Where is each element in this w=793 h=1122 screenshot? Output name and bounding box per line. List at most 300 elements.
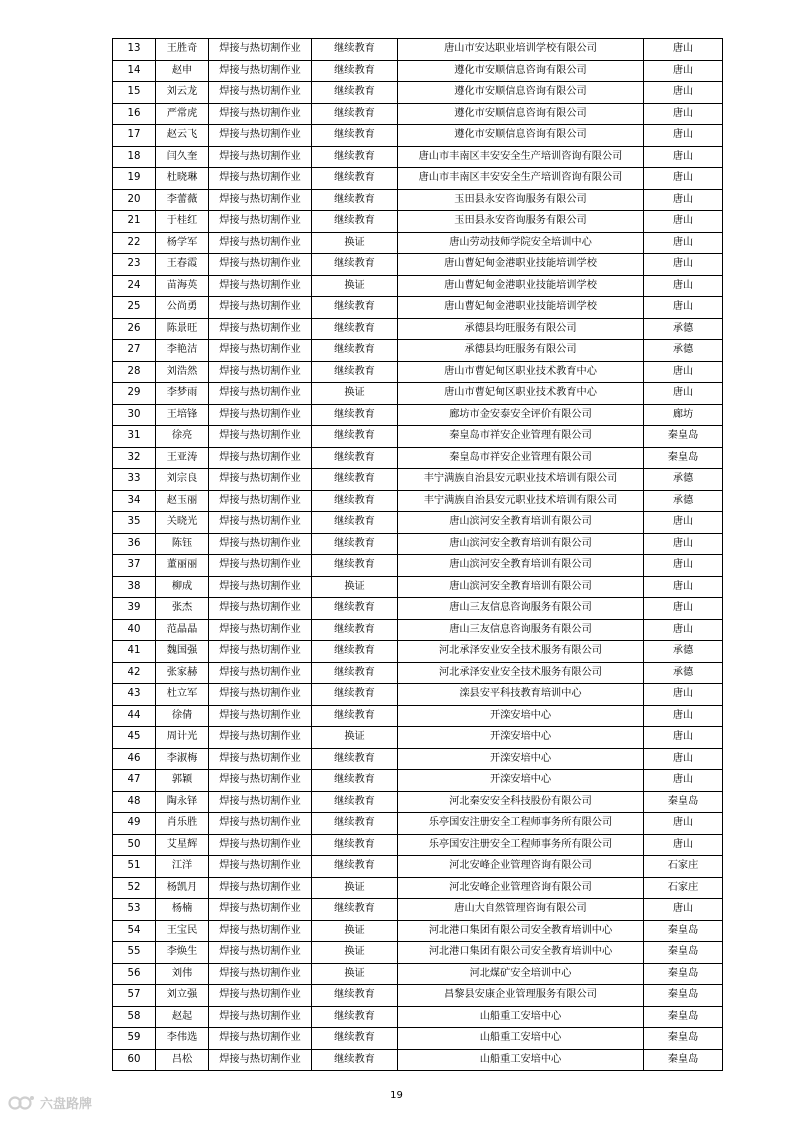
cell-city: 唐山 (644, 189, 723, 211)
table-row (113, 340, 723, 362)
table-row (113, 318, 723, 340)
cell-serial-number: 25 (113, 297, 156, 319)
table-row (113, 576, 723, 598)
cell-serial-number: 26 (113, 318, 156, 340)
table-row (113, 705, 723, 727)
cell-person-name: 王春霞 (156, 254, 209, 276)
cell-city: 唐山 (644, 211, 723, 233)
cell-city: 秦皇岛 (644, 426, 723, 448)
cell-person-name: 李梦雨 (156, 383, 209, 405)
cell-job-type: 焊接与热切割作业 (209, 275, 312, 297)
table-row (113, 533, 723, 555)
cell-city: 承德 (644, 662, 723, 684)
cell-person-name: 柳成 (156, 576, 209, 598)
cell-person-name: 王宝民 (156, 920, 209, 942)
cell-serial-number: 30 (113, 404, 156, 426)
cell-serial-number: 40 (113, 619, 156, 641)
cell-training-organization: 丰宁满族自治县安元职业技术培训有限公司 (398, 490, 644, 512)
table-row (113, 791, 723, 813)
cell-job-type: 焊接与热切割作业 (209, 705, 312, 727)
cell-person-name: 陶永铎 (156, 791, 209, 813)
cell-person-name: 杜立军 (156, 684, 209, 706)
cell-serial-number: 53 (113, 899, 156, 921)
cell-training-type: 继续教育 (312, 555, 398, 577)
cell-training-type: 继续教育 (312, 705, 398, 727)
cell-training-organization: 开滦安培中心 (398, 770, 644, 792)
table-row (113, 555, 723, 577)
cell-training-organization: 河北秦安安全科技股份有限公司 (398, 791, 644, 813)
cell-person-name: 陈景旺 (156, 318, 209, 340)
cell-training-type: 继续教育 (312, 189, 398, 211)
cell-person-name: 李艳洁 (156, 340, 209, 362)
cell-city: 唐山 (644, 39, 723, 61)
cell-training-organization: 唐山滨河安全教育培训有限公司 (398, 533, 644, 555)
cell-training-type: 继续教育 (312, 168, 398, 190)
table-row (113, 619, 723, 641)
cell-training-type: 继续教育 (312, 899, 398, 921)
cell-city: 唐山 (644, 383, 723, 405)
cell-training-type: 继续教育 (312, 469, 398, 491)
cell-job-type: 焊接与热切割作业 (209, 920, 312, 942)
table-row (113, 877, 723, 899)
cell-city: 唐山 (644, 168, 723, 190)
cell-serial-number: 54 (113, 920, 156, 942)
cell-serial-number: 21 (113, 211, 156, 233)
table-row (113, 1006, 723, 1028)
cell-job-type: 焊接与热切割作业 (209, 727, 312, 749)
cell-training-organization: 承德县均旺服务有限公司 (398, 318, 644, 340)
cell-city: 廊坊 (644, 404, 723, 426)
cell-training-type: 继续教育 (312, 340, 398, 362)
cell-person-name: 李焕生 (156, 942, 209, 964)
cell-city: 唐山 (644, 770, 723, 792)
cell-serial-number: 43 (113, 684, 156, 706)
cell-person-name: 艾星辉 (156, 834, 209, 856)
cell-job-type: 焊接与热切割作业 (209, 576, 312, 598)
cell-city: 秦皇岛 (644, 791, 723, 813)
cell-person-name: 李淑梅 (156, 748, 209, 770)
table-row (113, 813, 723, 835)
cell-city: 承德 (644, 340, 723, 362)
cell-city: 唐山 (644, 813, 723, 835)
cell-person-name: 吕松 (156, 1049, 209, 1071)
table-row (113, 727, 723, 749)
cell-training-type: 继续教育 (312, 533, 398, 555)
cell-person-name: 杨凯月 (156, 877, 209, 899)
cell-job-type: 焊接与热切割作业 (209, 555, 312, 577)
cell-job-type: 焊接与热切割作业 (209, 125, 312, 147)
cell-person-name: 赵云飞 (156, 125, 209, 147)
cell-person-name: 李伟选 (156, 1028, 209, 1050)
table-row (113, 60, 723, 82)
cell-training-organization: 唐山滨河安全教育培训有限公司 (398, 555, 644, 577)
cell-training-type: 换证 (312, 963, 398, 985)
table-row (113, 232, 723, 254)
cell-training-type: 继续教育 (312, 39, 398, 61)
cell-serial-number: 14 (113, 60, 156, 82)
cell-person-name: 关晓光 (156, 512, 209, 534)
cell-serial-number: 32 (113, 447, 156, 469)
cell-job-type: 焊接与热切割作业 (209, 662, 312, 684)
cell-training-organization: 唐山滨河安全教育培训有限公司 (398, 576, 644, 598)
cell-training-type: 继续教育 (312, 1028, 398, 1050)
cell-training-type: 继续教育 (312, 791, 398, 813)
cell-training-organization: 乐亭国安注册安全工程师事务所有限公司 (398, 834, 644, 856)
table-row (113, 189, 723, 211)
cell-training-type: 继续教育 (312, 985, 398, 1007)
cell-training-organization: 昌黎县安康企业管理服务有限公司 (398, 985, 644, 1007)
page-number: 19 (390, 1090, 403, 1101)
cell-job-type: 焊接与热切割作业 (209, 361, 312, 383)
cell-training-organization: 河北港口集团有限公司安全教育培训中心 (398, 920, 644, 942)
cell-training-type: 换证 (312, 232, 398, 254)
cell-city: 秦皇岛 (644, 942, 723, 964)
cell-training-type: 继续教育 (312, 490, 398, 512)
cell-job-type: 焊接与热切割作业 (209, 985, 312, 1007)
cell-city: 唐山 (644, 748, 723, 770)
cell-serial-number: 47 (113, 770, 156, 792)
cell-job-type: 焊接与热切割作业 (209, 60, 312, 82)
cell-training-organization: 山船重工安培中心 (398, 1049, 644, 1071)
cell-city: 承德 (644, 641, 723, 663)
cell-job-type: 焊接与热切割作业 (209, 490, 312, 512)
watermark (8, 1093, 92, 1112)
cell-job-type: 焊接与热切割作业 (209, 404, 312, 426)
cell-person-name: 刘宗良 (156, 469, 209, 491)
cell-training-type: 继续教育 (312, 619, 398, 641)
cell-serial-number: 27 (113, 340, 156, 362)
cell-training-organization: 玉田县永安咨询服务有限公司 (398, 189, 644, 211)
cell-person-name: 公尚勇 (156, 297, 209, 319)
cell-job-type: 焊接与热切割作业 (209, 383, 312, 405)
cell-job-type: 焊接与热切割作业 (209, 146, 312, 168)
table-row (113, 834, 723, 856)
cell-person-name: 张家赫 (156, 662, 209, 684)
cell-job-type: 焊接与热切割作业 (209, 877, 312, 899)
cell-job-type: 焊接与热切割作业 (209, 254, 312, 276)
cell-training-organization: 河北承泽安业安全技术服务有限公司 (398, 641, 644, 663)
cell-serial-number: 39 (113, 598, 156, 620)
cell-job-type: 焊接与热切割作业 (209, 189, 312, 211)
cell-serial-number: 15 (113, 82, 156, 104)
cell-serial-number: 37 (113, 555, 156, 577)
cell-city: 唐山 (644, 232, 723, 254)
cell-training-type: 继续教育 (312, 318, 398, 340)
cell-city: 唐山 (644, 103, 723, 125)
cell-training-type: 换证 (312, 727, 398, 749)
cell-person-name: 王亚涛 (156, 447, 209, 469)
table-row (113, 297, 723, 319)
cell-city: 唐山 (644, 533, 723, 555)
cell-training-organization: 唐山市曹妃甸区职业技术教育中心 (398, 383, 644, 405)
cell-training-organization: 遵化市安顺信息咨询有限公司 (398, 125, 644, 147)
cell-training-type: 继续教育 (312, 770, 398, 792)
table-row (113, 920, 723, 942)
cell-training-organization: 开滦安培中心 (398, 727, 644, 749)
table-row (113, 598, 723, 620)
table-row (113, 146, 723, 168)
cell-person-name: 刘立强 (156, 985, 209, 1007)
cell-serial-number: 28 (113, 361, 156, 383)
table-row (113, 662, 723, 684)
cell-serial-number: 51 (113, 856, 156, 878)
cell-training-organization: 唐山三友信息咨询服务有限公司 (398, 598, 644, 620)
cell-city: 唐山 (644, 899, 723, 921)
cell-serial-number: 52 (113, 877, 156, 899)
cell-job-type: 焊接与热切割作业 (209, 942, 312, 964)
cell-training-organization: 廊坊市金安泰安全评价有限公司 (398, 404, 644, 426)
cell-person-name: 陈钰 (156, 533, 209, 555)
cell-training-type: 继续教育 (312, 512, 398, 534)
cell-person-name: 徐亮 (156, 426, 209, 448)
cell-city: 秦皇岛 (644, 920, 723, 942)
cell-city: 唐山 (644, 512, 723, 534)
cell-serial-number: 55 (113, 942, 156, 964)
cell-training-type: 继续教育 (312, 1049, 398, 1071)
cell-person-name: 赵玉丽 (156, 490, 209, 512)
cell-training-organization: 河北煤矿安全培训中心 (398, 963, 644, 985)
table-row (113, 211, 723, 233)
cell-training-type: 继续教育 (312, 254, 398, 276)
cell-job-type: 焊接与热切割作业 (209, 533, 312, 555)
cell-training-organization: 秦皇岛市祥安企业管理有限公司 (398, 426, 644, 448)
cell-city: 唐山 (644, 834, 723, 856)
cell-job-type: 焊接与热切割作业 (209, 770, 312, 792)
cell-training-organization: 玉田县永安咨询服务有限公司 (398, 211, 644, 233)
cell-training-type: 换证 (312, 942, 398, 964)
cell-serial-number: 36 (113, 533, 156, 555)
cell-person-name: 肖乐胜 (156, 813, 209, 835)
cell-training-type: 继续教育 (312, 103, 398, 125)
cell-training-type: 继续教育 (312, 60, 398, 82)
cell-city: 唐山 (644, 125, 723, 147)
cell-training-organization: 河北安峰企业管理咨询有限公司 (398, 877, 644, 899)
cell-serial-number: 42 (113, 662, 156, 684)
cell-training-type: 换证 (312, 576, 398, 598)
cell-training-type: 继续教育 (312, 813, 398, 835)
cell-serial-number: 17 (113, 125, 156, 147)
table-row (113, 684, 723, 706)
cell-training-type: 继续教育 (312, 834, 398, 856)
cell-training-type: 继续教育 (312, 361, 398, 383)
table-row (113, 404, 723, 426)
roster-table-body (113, 39, 723, 1071)
cell-person-name: 郭颖 (156, 770, 209, 792)
cell-person-name: 严常虎 (156, 103, 209, 125)
table-row (113, 963, 723, 985)
cell-training-organization: 河北安峰企业管理咨询有限公司 (398, 856, 644, 878)
cell-city: 唐山 (644, 576, 723, 598)
cell-training-type: 继续教育 (312, 82, 398, 104)
cell-person-name: 杨楠 (156, 899, 209, 921)
cell-city: 唐山 (644, 361, 723, 383)
cell-training-organization: 唐山市丰南区丰安安全生产培训咨询有限公司 (398, 168, 644, 190)
cell-city: 唐山 (644, 705, 723, 727)
table-row (113, 856, 723, 878)
cell-person-name: 王培锋 (156, 404, 209, 426)
cell-training-type: 继续教育 (312, 598, 398, 620)
cell-training-organization: 唐山市丰南区丰安安全生产培训咨询有限公司 (398, 146, 644, 168)
cell-job-type: 焊接与热切割作业 (209, 469, 312, 491)
cell-training-type: 继续教育 (312, 856, 398, 878)
roster-table (112, 38, 723, 1071)
cell-serial-number: 58 (113, 1006, 156, 1028)
table-row (113, 512, 723, 534)
table-row (113, 899, 723, 921)
cell-training-organization: 遵化市安顺信息咨询有限公司 (398, 60, 644, 82)
cell-person-name: 刘浩然 (156, 361, 209, 383)
cell-training-type: 换证 (312, 920, 398, 942)
watermark-text: 六盘路牌 (40, 1097, 93, 1112)
cell-job-type: 焊接与热切割作业 (209, 447, 312, 469)
table-row (113, 361, 723, 383)
cell-person-name: 范晶晶 (156, 619, 209, 641)
cell-training-organization: 承德县均旺服务有限公司 (398, 340, 644, 362)
cell-training-organization: 唐山市曹妃甸区职业技术教育中心 (398, 361, 644, 383)
cell-job-type: 焊接与热切割作业 (209, 1006, 312, 1028)
cell-person-name: 李蕾薇 (156, 189, 209, 211)
cell-training-organization: 滦县安平科技教育培训中心 (398, 684, 644, 706)
cell-job-type: 焊接与热切割作业 (209, 963, 312, 985)
cell-serial-number: 31 (113, 426, 156, 448)
table-row (113, 942, 723, 964)
cell-job-type: 焊接与热切割作业 (209, 211, 312, 233)
cell-person-name: 于桂红 (156, 211, 209, 233)
cell-serial-number: 33 (113, 469, 156, 491)
cell-job-type: 焊接与热切割作业 (209, 899, 312, 921)
cell-training-type: 继续教育 (312, 146, 398, 168)
table-row (113, 641, 723, 663)
cell-city: 石家庄 (644, 856, 723, 878)
cell-city: 唐山 (644, 60, 723, 82)
cell-city: 承德 (644, 318, 723, 340)
cell-person-name: 闫久奎 (156, 146, 209, 168)
cell-training-type: 继续教育 (312, 404, 398, 426)
cell-training-organization: 丰宁满族自治县安元职业技术培训有限公司 (398, 469, 644, 491)
table-row (113, 168, 723, 190)
cell-person-name: 刘伟 (156, 963, 209, 985)
cell-job-type: 焊接与热切割作业 (209, 856, 312, 878)
cell-city: 唐山 (644, 82, 723, 104)
roster-table-container (112, 38, 722, 1071)
cell-city: 秦皇岛 (644, 1028, 723, 1050)
table-row (113, 447, 723, 469)
cell-training-organization: 唐山曹妃甸金港职业技能培训学校 (398, 275, 644, 297)
cell-city: 秦皇岛 (644, 1049, 723, 1071)
cell-city: 唐山 (644, 555, 723, 577)
cell-person-name: 周计光 (156, 727, 209, 749)
cell-job-type: 焊接与热切割作业 (209, 318, 312, 340)
cell-training-type: 继续教育 (312, 211, 398, 233)
cell-training-type: 换证 (312, 275, 398, 297)
cell-training-organization: 秦皇岛市祥安企业管理有限公司 (398, 447, 644, 469)
cell-serial-number: 44 (113, 705, 156, 727)
cell-training-organization: 河北承泽安业安全技术服务有限公司 (398, 662, 644, 684)
cell-serial-number: 59 (113, 1028, 156, 1050)
cell-training-organization: 唐山劳动技师学院安全培训中心 (398, 232, 644, 254)
cell-training-organization: 开滦安培中心 (398, 748, 644, 770)
cell-training-type: 换证 (312, 877, 398, 899)
cell-training-type: 继续教育 (312, 684, 398, 706)
cell-job-type: 焊接与热切割作业 (209, 813, 312, 835)
cell-training-type: 继续教育 (312, 1006, 398, 1028)
cell-city: 唐山 (644, 146, 723, 168)
table-row (113, 39, 723, 61)
cell-serial-number: 24 (113, 275, 156, 297)
cell-person-name: 魏国强 (156, 641, 209, 663)
cell-person-name: 赵申 (156, 60, 209, 82)
cell-city: 秦皇岛 (644, 963, 723, 985)
cell-job-type: 焊接与热切割作业 (209, 340, 312, 362)
cell-serial-number: 49 (113, 813, 156, 835)
cell-city: 唐山 (644, 684, 723, 706)
cell-serial-number: 29 (113, 383, 156, 405)
cell-job-type: 焊接与热切割作业 (209, 232, 312, 254)
cell-job-type: 焊接与热切割作业 (209, 791, 312, 813)
cell-serial-number: 50 (113, 834, 156, 856)
cell-serial-number: 38 (113, 576, 156, 598)
cell-job-type: 焊接与热切割作业 (209, 1028, 312, 1050)
table-row (113, 1028, 723, 1050)
cell-serial-number: 35 (113, 512, 156, 534)
cell-city: 唐山 (644, 254, 723, 276)
cell-job-type: 焊接与热切割作业 (209, 82, 312, 104)
cell-training-organization: 唐山曹妃甸金港职业技能培训学校 (398, 254, 644, 276)
watermark-logo-icon (8, 1094, 36, 1112)
table-row (113, 748, 723, 770)
cell-training-organization: 山船重工安培中心 (398, 1028, 644, 1050)
cell-serial-number: 16 (113, 103, 156, 125)
cell-training-organization: 遵化市安顺信息咨询有限公司 (398, 103, 644, 125)
cell-person-name: 王胜奇 (156, 39, 209, 61)
cell-serial-number: 22 (113, 232, 156, 254)
table-row (113, 1049, 723, 1071)
cell-job-type: 焊接与热切割作业 (209, 619, 312, 641)
cell-city: 唐山 (644, 727, 723, 749)
cell-serial-number: 18 (113, 146, 156, 168)
cell-job-type: 焊接与热切割作业 (209, 297, 312, 319)
cell-training-organization: 唐山三友信息咨询服务有限公司 (398, 619, 644, 641)
cell-training-type: 继续教育 (312, 426, 398, 448)
table-row (113, 426, 723, 448)
table-row (113, 770, 723, 792)
cell-serial-number: 23 (113, 254, 156, 276)
cell-person-name: 江洋 (156, 856, 209, 878)
cell-city: 秦皇岛 (644, 985, 723, 1007)
cell-person-name: 徐倩 (156, 705, 209, 727)
cell-person-name: 张杰 (156, 598, 209, 620)
cell-person-name: 赵起 (156, 1006, 209, 1028)
table-row (113, 82, 723, 104)
cell-serial-number: 57 (113, 985, 156, 1007)
cell-city: 石家庄 (644, 877, 723, 899)
cell-training-type: 继续教育 (312, 641, 398, 663)
cell-job-type: 焊接与热切割作业 (209, 39, 312, 61)
cell-training-organization: 开滦安培中心 (398, 705, 644, 727)
cell-serial-number: 34 (113, 490, 156, 512)
table-row (113, 469, 723, 491)
cell-person-name: 苗海英 (156, 275, 209, 297)
table-row (113, 125, 723, 147)
table-row (113, 490, 723, 512)
cell-training-type: 继续教育 (312, 662, 398, 684)
table-row (113, 383, 723, 405)
cell-job-type: 焊接与热切割作业 (209, 512, 312, 534)
cell-training-type: 继续教育 (312, 447, 398, 469)
cell-serial-number: 46 (113, 748, 156, 770)
cell-training-type: 继续教育 (312, 125, 398, 147)
cell-job-type: 焊接与热切割作业 (209, 103, 312, 125)
